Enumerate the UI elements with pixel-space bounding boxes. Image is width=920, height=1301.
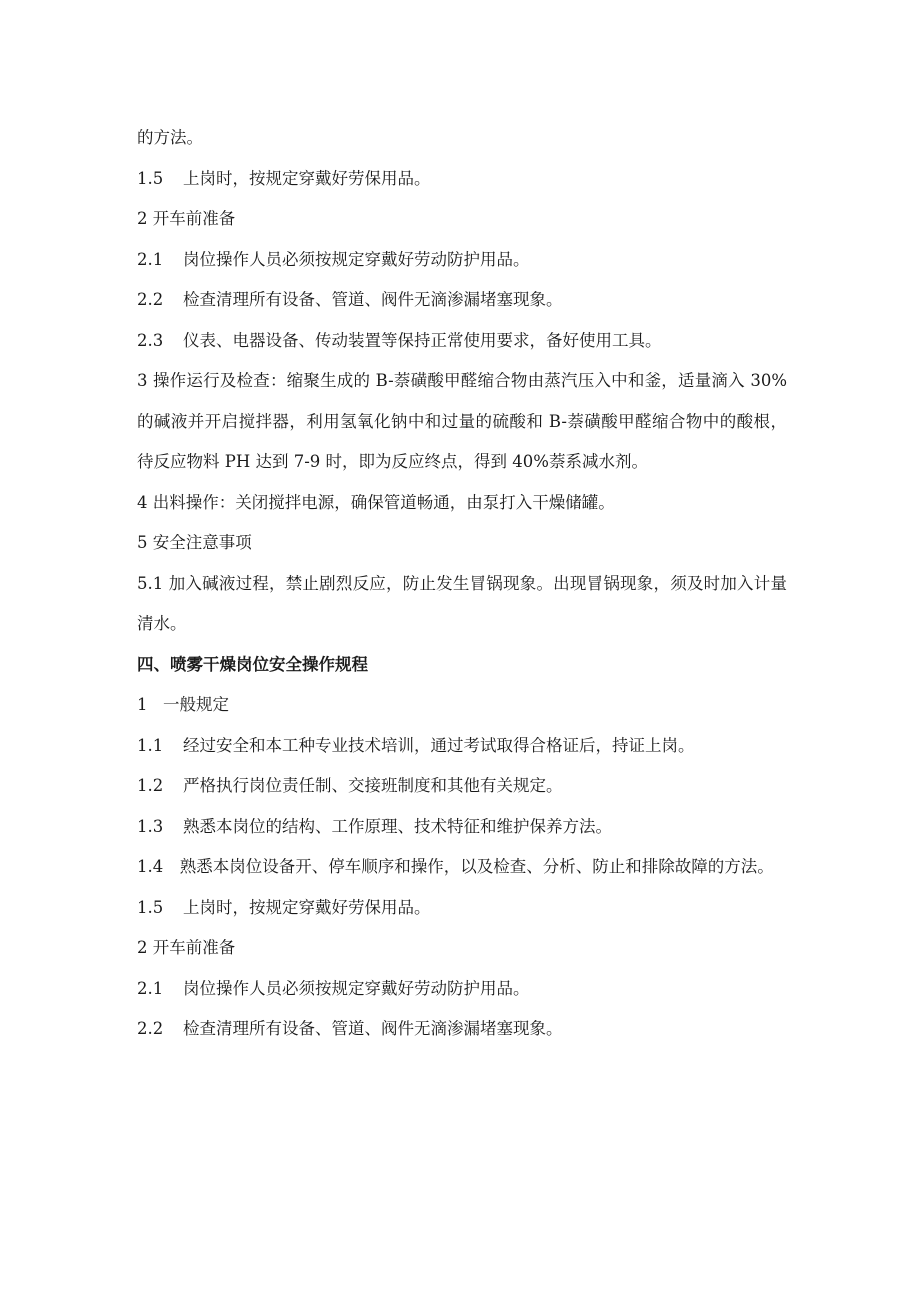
text-line <box>137 726 787 767</box>
paragraph-item-1-4: 1.4 熟悉本岗位设备开、停车顺序和操作，以及检查、分析、防止和排除故障的方法。 <box>137 857 774 876</box>
item-number: 1.3 <box>137 816 164 836</box>
section-title: 5 安全注意事项 <box>137 533 252 552</box>
text-line <box>137 969 787 1010</box>
line-text: 岗位操作人员必须按规定穿戴好劳动防护用品。 <box>183 978 530 998</box>
line-text: 严格执行岗位责任制、交接班制度和其他有关规定。 <box>183 776 563 795</box>
item-number: 2.2 <box>137 1019 164 1038</box>
item-number: 1.5 <box>137 897 164 917</box>
item-number: 2.3 <box>137 330 164 350</box>
item-number: 1.2 <box>137 776 164 795</box>
item-number: 1.5 <box>137 168 164 188</box>
text-line <box>137 766 787 807</box>
line-text: 岗位操作人员必须按规定穿戴好劳动防护用品。 <box>183 249 530 269</box>
paragraph-safety: 5.1 加入碱液过程，禁止剧烈反应，防止发生冒锅现象。出现冒锅现象，须及时加入计量清水。 <box>137 573 787 633</box>
section-title <box>137 199 787 240</box>
paragraph-discharge: 4 出料操作：关闭搅拌电源，确保管道畅通，由泵打入干燥储罐。 <box>137 492 615 512</box>
line-text: 经过安全和本工种专业技术培训，通过考试取得合格证后，持证上岗。 <box>183 735 695 755</box>
line-text: 检查清理所有设备、管道、阀件无滴渗漏堵塞现象。 <box>183 290 563 309</box>
item-number: 2.1 <box>137 249 164 269</box>
chapter-heading: 四、喷雾干燥岗位安全操作规程 <box>137 654 368 674</box>
text-line <box>137 807 787 848</box>
text-line <box>137 159 787 200</box>
text-line <box>137 321 787 362</box>
item-number: 2.2 <box>137 290 164 309</box>
line-text: 的方法。 <box>137 128 203 147</box>
item-number: 1.1 <box>137 735 164 755</box>
document-body <box>137 118 787 1050</box>
line-text: 仪表、电器设备、传动装置等保持正常使用要求，备好使用工具。 <box>183 330 662 350</box>
line-text: 检查清理所有设备、管道、阀件无滴渗漏堵塞现象。 <box>183 1019 563 1038</box>
section-title: 2 开车前准备 <box>137 938 236 957</box>
line-text: 熟悉本岗位的结构、工作原理、技术特征和维护保养方法。 <box>183 816 612 836</box>
text-line <box>137 685 787 726</box>
line-text: 上岗时，按规定穿戴好劳保用品。 <box>183 897 431 917</box>
item-number: 2.1 <box>137 978 164 998</box>
text-line <box>137 888 787 929</box>
text-line <box>137 118 787 159</box>
text-line <box>137 280 787 321</box>
item-number: 1 <box>137 695 148 714</box>
text-line <box>137 1009 787 1050</box>
line-text: 上岗时，按规定穿戴好劳保用品。 <box>183 168 431 188</box>
line-text: 2 开车前准备 <box>137 209 236 228</box>
paragraph-operation: 3 操作运行及检查：缩聚生成的 B-萘磺酸甲醛缩合物由蒸汽压入中和釜，适量滴入 30%的碱液并开启搅拌器，利用氢氧化钠中和过量的硫酸和 B-萘磺酸甲醛缩合物中的酸根，待反应物料 PH 达到 7-9 时，即为反应终点，得到 40%萘系减水剂。 <box>137 371 787 471</box>
text-line <box>137 240 787 281</box>
line-text: 一般规定 <box>163 695 229 714</box>
